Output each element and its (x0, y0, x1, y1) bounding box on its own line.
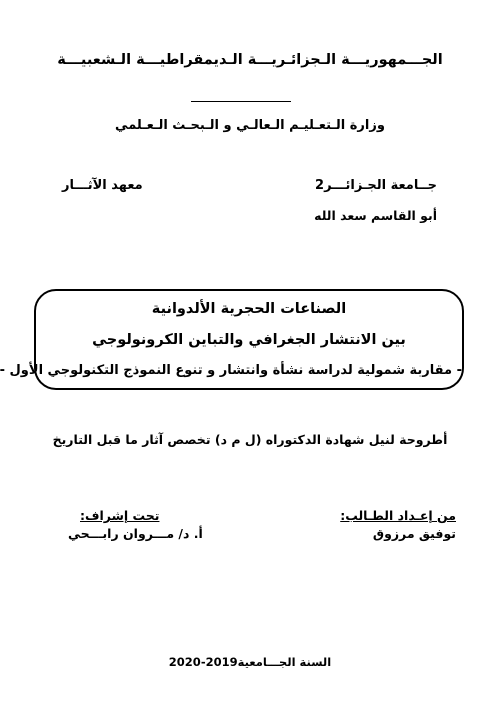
ministry-heading: وزارة الـتعـليـم الـعالـي و الـبحـث الـعـلمي (115, 118, 385, 133)
thesis-degree-statement: أطروحة لنيل شهادة الدكتوراه (ل م د) تخصص آثار ما قبل التاريخ (52, 432, 448, 447)
supervisor-name: أ. د/ مـــروان رابـــحي (68, 526, 203, 541)
institute-name: معهد الآثـــار (62, 178, 143, 193)
thesis-title-line-1: الصناعات الحجرية الألدوانية (151, 301, 347, 317)
republic-heading: الجـــمهوريـــة الـجزائـريـــة الـديمقراطيـــة الـشعبيـــة (57, 52, 443, 68)
thesis-subtitle: - مقاربة شمولية لدراسة نشأة وانتشار و تنوع النموذج التكنولوجي الأول - (0, 363, 462, 378)
university-namesake: أبو القاسم سعد الله (314, 208, 437, 223)
supervisor-heading: تحت إشراف: (80, 508, 160, 523)
header-divider (191, 101, 291, 102)
thesis-title-box (0, 289, 464, 390)
university-name: جــامعة الجـزائـــر2 (315, 178, 437, 193)
student-name: توفيق مرزوق (372, 526, 456, 541)
thesis-title-line-2: بين الانتشار الجغرافي والتباين الكرونولوجي (92, 332, 406, 348)
student-heading: من إعـداد الطـالب: (340, 508, 456, 523)
academic-year: السنة الجـــامعية2019-2020 (168, 655, 332, 669)
